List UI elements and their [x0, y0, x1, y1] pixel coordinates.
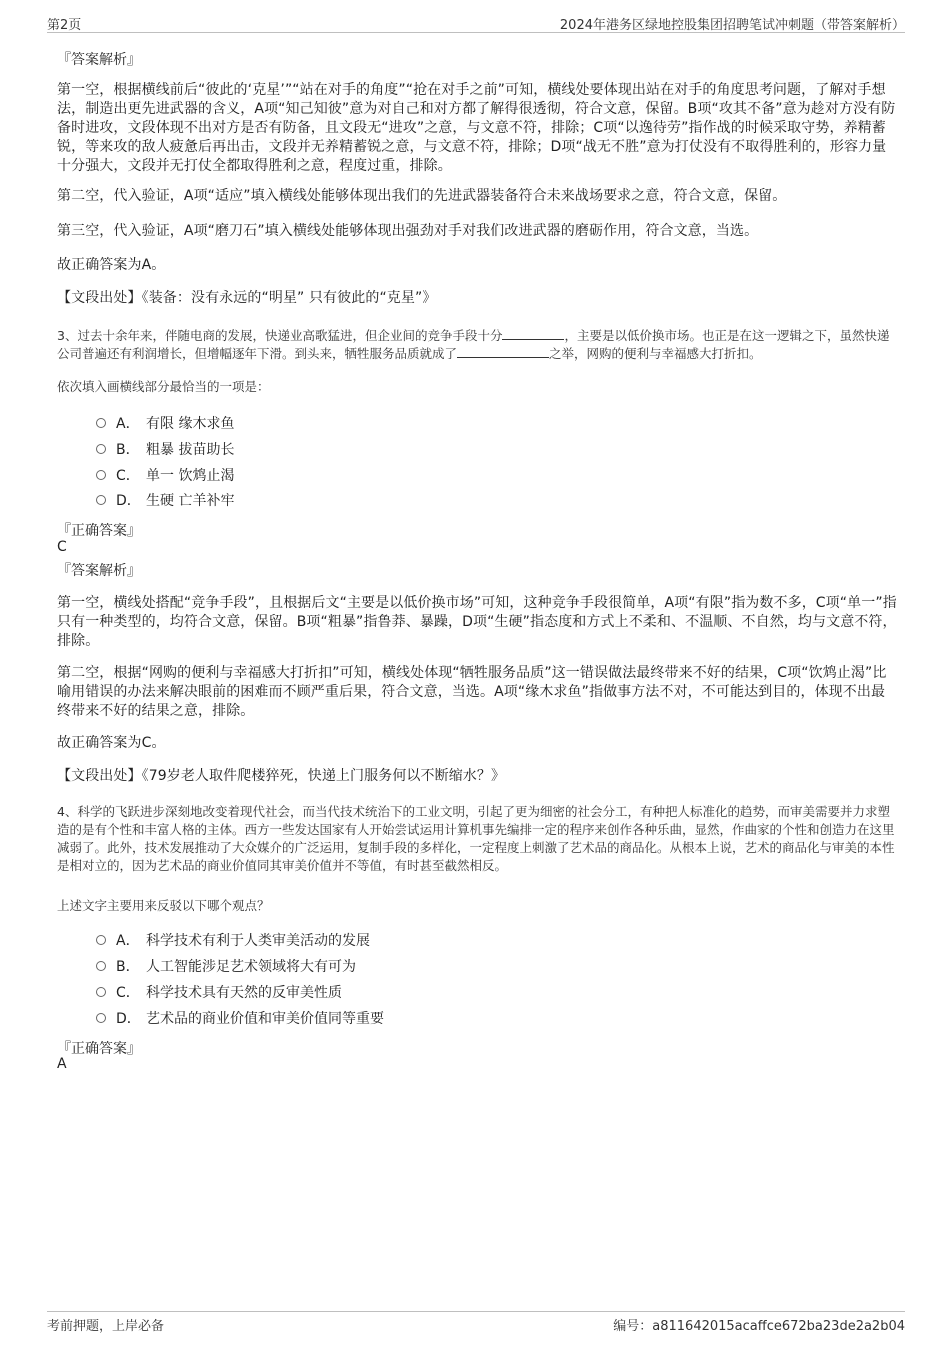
q4-option-d[interactable]: D． 艺术品的商业价值和审美价值同等重要 [96, 1009, 384, 1029]
q2-analysis-p2: 第二空，代入验证，A项“适应”填入横线处能够体现出我们的先进武器装备符合未来战场要求之意，符合文意，保留。 [57, 188, 787, 204]
radio-icon[interactable] [96, 470, 106, 480]
q3-option-d[interactable]: D． 生硬 亡羊补牢 [96, 491, 234, 511]
q3-option-a[interactable]: A． 有限 缘木求鱼 [96, 414, 234, 434]
q2-analysis-p1: 第一空，根据横线前后“彼此的‘克星’”“站在对手的角度”“抢在对手之前”可知，横线处要体现出站在对手的角度思考问题，了解对手想法，制造出更先进武器的含义，A项“知己知彼”意为对自己和对方都了解得很透彻，符合文意，保留。B项“攻其不备”意为趁对方没有防备时进攻，文段体现不出对方是否有防备，且文段无“进攻”之意，与文意不符，排除；C项“以逸待劳”指作战的时候采取守势，养精蓄锐，等来攻的敌人疲惫后再出击，文段并无养精蓄锐之意，与文意不符，排除；D项“战无不胜”意为打仗没有不取得胜利的，形容力量十分强大，文段并无打仗全都取得胜利之意，程度过重，排除。 [57, 82, 896, 174]
q4-option-b[interactable]: B． 人工智能涉足艺术领域将大有可为 [96, 957, 356, 977]
q3-prompt: 依次填入画横线部分最恰当的一项是： [57, 379, 270, 394]
q3-option-b[interactable]: B． 粗暴 拔苗助长 [96, 440, 234, 460]
q4-answer: A [57, 1056, 67, 1072]
q3-analysis-p2: 第二空，根据“网购的便利与幸福感大打折扣”可知，横线处体现“牺牲服务品质”这一错误做法最终带来不好的结果，C项“饮鸩止渴”比喻用错误的办法来解决眼前的困难而不顾严重后果，符合文意，当选。A项“缘木求鱼”指做事方法不对，不可能达到目的，体现不出最终带来不好的结果之意，排除。 [57, 665, 887, 719]
q3-analysis-p1: 第一空，横线处搭配“竞争手段”，且根据后文“主要是以低价换市场”可知，这种竞争手段很简单，A项“有限”指为数不多，C项“单一”指只有一种类型的，均符合文意，保留。B项“粗暴”指鲁莽、暴躁，D项“生硬”指态度和方式上不柔和、不温顺、不自然，均与文意不符，排除。 [57, 595, 897, 649]
q3-stem-part-3: 之举，网购的便利与幸福感大打折扣。 [549, 346, 762, 361]
radio-icon[interactable] [96, 961, 106, 971]
radio-icon[interactable] [96, 444, 106, 454]
q3-stem [57, 327, 897, 363]
page-number: 第2页 [47, 18, 82, 33]
q2-analysis-p3: 第三空，代入验证，A项“磨刀石”填入横线处能够体现出强劲对手对我们改进武器的磨砺作用，符合文意，当选。 [57, 223, 759, 239]
radio-icon[interactable] [96, 418, 106, 428]
q2-analysis-label: 『答案解析』 [57, 52, 141, 68]
q3-answer: C [57, 539, 67, 555]
q2-source: 【文段出处】《装备：没有永远的“明星” 只有彼此的“克星”》 [57, 290, 437, 306]
radio-icon[interactable] [96, 987, 106, 997]
q4-prompt: 上述文字主要用来反驳以下哪个观点？ [57, 898, 270, 913]
q3-option-c[interactable]: C． 单一 饮鸩止渴 [96, 466, 234, 486]
q2-conclusion: 故正确答案为A。 [57, 257, 166, 273]
q4-option-c[interactable]: C． 科学技术具有天然的反审美性质 [96, 983, 342, 1003]
q4-option-a[interactable]: A． 科学技术有利于人类审美活动的发展 [96, 931, 370, 951]
radio-icon[interactable] [96, 495, 106, 505]
document-code: 编号：a811642015acaffce672ba23de2a2b04 [613, 1319, 905, 1334]
q3-stem-part-2: ，主要是以低价换市场。也正是在这一逻辑之下，虽然快递公司普遍还有利润增长，但增幅逐年下滑。到头来，牺牲服务品质就成了 [57, 328, 890, 361]
q4-answer-label: 『正确答案』 [57, 1041, 141, 1057]
footer-slogan: 考前押题，上岸必备 [47, 1319, 165, 1334]
q3-blank-1 [502, 327, 564, 340]
page-footer [47, 1311, 905, 1334]
q3-blank-2 [457, 345, 549, 358]
page-header [47, 12, 905, 33]
q3-analysis-label: 『答案解析』 [57, 563, 141, 579]
radio-icon[interactable] [96, 1013, 106, 1023]
q3-source: 【文段出处】《79岁老人取件爬楼猝死，快递上门服务何以不断缩水？》 [57, 768, 506, 784]
q3-stem-part-1: 3、过去十余年来，伴随电商的发展，快递业高歌猛进，但企业间的竞争手段十分 [57, 328, 503, 343]
document-title: 2024年港务区绿地控股集团招聘笔试冲刺题（带答案解析） [559, 18, 905, 33]
q3-conclusion: 故正确答案为C。 [57, 735, 166, 751]
q3-answer-label: 『正确答案』 [57, 523, 141, 539]
q4-stem: 4、科学的飞跃进步深刻地改变着现代社会，而当代技术统治下的工业文明，引起了更为细密的社会分工，有种把人标准化的趋势，而审美需要并力求塑造的是有个性和丰富人格的主体。西方一些发达国家有人开始尝试运用计算机事先编排一定的程序来创作各种乐曲，显然，作曲家的个性和创造力在这里减弱了。此外，技术发展推动了大众媒介的广泛运用，复制手段的多样化，一定程度上刺激了艺术品的商品化。从根本上说，艺术的商品化与审美的本性是相对立的，因为艺术品的商业价值同其审美价值并不等值，有时甚至截然相反。 [57, 804, 895, 873]
radio-icon[interactable] [96, 935, 106, 945]
